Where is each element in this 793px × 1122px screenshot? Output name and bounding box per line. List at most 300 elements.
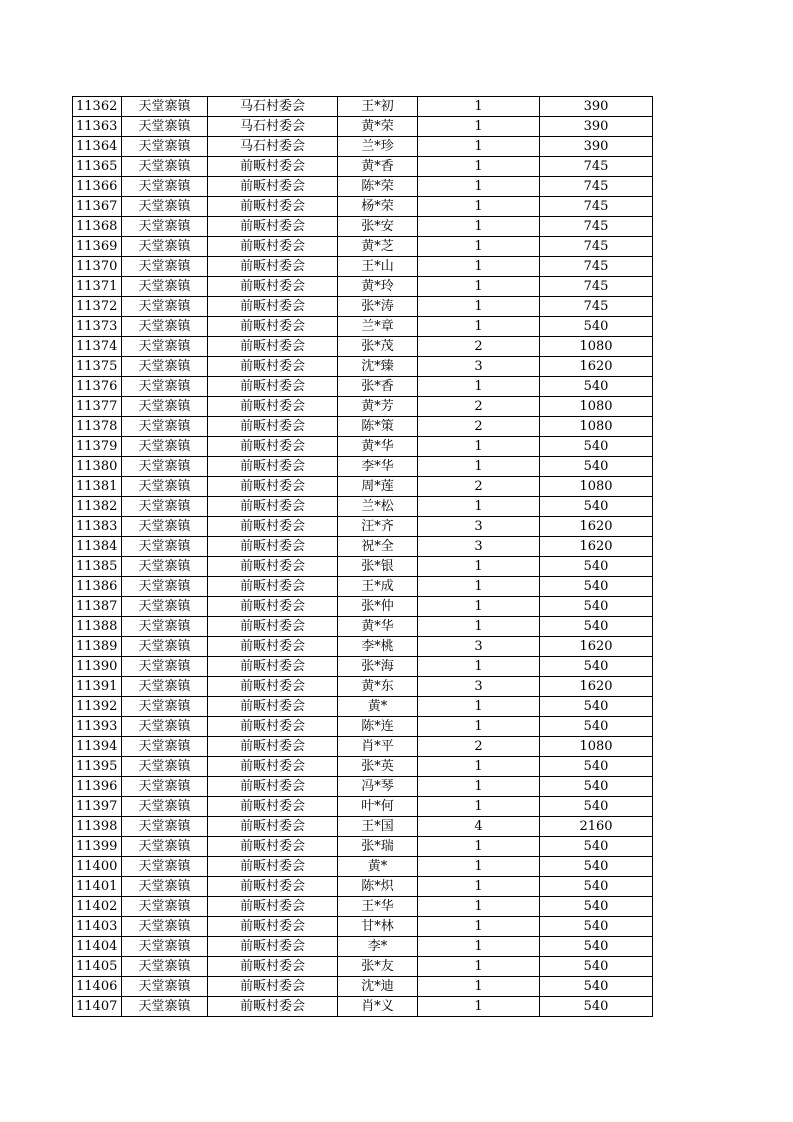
data-table bbox=[72, 96, 653, 1017]
village-committee-cell: 前畈村委会 bbox=[208, 757, 338, 777]
record-id-cell: 11399 bbox=[73, 837, 122, 857]
town-cell: 天堂寨镇 bbox=[122, 317, 208, 337]
record-id-cell: 11371 bbox=[73, 277, 122, 297]
record-id-cell: 11388 bbox=[73, 617, 122, 637]
amount-cell: 1620 bbox=[540, 357, 653, 377]
record-id-cell: 11372 bbox=[73, 297, 122, 317]
count-cell: 1 bbox=[418, 197, 540, 217]
town-cell: 天堂寨镇 bbox=[122, 717, 208, 737]
village-committee-cell: 前畈村委会 bbox=[208, 357, 338, 377]
town-cell: 天堂寨镇 bbox=[122, 497, 208, 517]
record-id-cell: 11406 bbox=[73, 977, 122, 997]
table-row bbox=[73, 377, 653, 397]
town-cell: 天堂寨镇 bbox=[122, 117, 208, 137]
name-cell: 黄*芳 bbox=[338, 397, 418, 417]
table-row bbox=[73, 237, 653, 257]
amount-cell: 540 bbox=[540, 577, 653, 597]
amount-cell: 1620 bbox=[540, 537, 653, 557]
count-cell: 1 bbox=[418, 837, 540, 857]
village-committee-cell: 前畈村委会 bbox=[208, 977, 338, 997]
village-committee-cell: 前畈村委会 bbox=[208, 517, 338, 537]
record-id-cell: 11389 bbox=[73, 637, 122, 657]
record-id-cell: 11362 bbox=[73, 97, 122, 117]
amount-cell: 390 bbox=[540, 137, 653, 157]
table-row bbox=[73, 117, 653, 137]
town-cell: 天堂寨镇 bbox=[122, 577, 208, 597]
town-cell: 天堂寨镇 bbox=[122, 137, 208, 157]
table-row bbox=[73, 877, 653, 897]
name-cell: 叶*何 bbox=[338, 797, 418, 817]
record-id-cell: 11382 bbox=[73, 497, 122, 517]
record-id-cell: 11370 bbox=[73, 257, 122, 277]
count-cell: 1 bbox=[418, 137, 540, 157]
town-cell: 天堂寨镇 bbox=[122, 237, 208, 257]
village-committee-cell: 马石村委会 bbox=[208, 117, 338, 137]
record-id-cell: 11402 bbox=[73, 897, 122, 917]
name-cell: 张*茂 bbox=[338, 337, 418, 357]
count-cell: 3 bbox=[418, 357, 540, 377]
count-cell: 1 bbox=[418, 177, 540, 197]
amount-cell: 540 bbox=[540, 457, 653, 477]
name-cell: 肖*义 bbox=[338, 997, 418, 1017]
town-cell: 天堂寨镇 bbox=[122, 277, 208, 297]
amount-cell: 745 bbox=[540, 217, 653, 237]
table-row bbox=[73, 897, 653, 917]
table-row bbox=[73, 257, 653, 277]
town-cell: 天堂寨镇 bbox=[122, 397, 208, 417]
village-committee-cell: 马石村委会 bbox=[208, 137, 338, 157]
village-committee-cell: 前畈村委会 bbox=[208, 997, 338, 1017]
amount-cell: 540 bbox=[540, 557, 653, 577]
village-committee-cell: 前畈村委会 bbox=[208, 557, 338, 577]
count-cell: 3 bbox=[418, 637, 540, 657]
amount-cell: 1080 bbox=[540, 417, 653, 437]
record-id-cell: 11380 bbox=[73, 457, 122, 477]
amount-cell: 745 bbox=[540, 197, 653, 217]
village-committee-cell: 前畈村委会 bbox=[208, 437, 338, 457]
town-cell: 天堂寨镇 bbox=[122, 637, 208, 657]
amount-cell: 745 bbox=[540, 277, 653, 297]
village-committee-cell: 前畈村委会 bbox=[208, 677, 338, 697]
table-row bbox=[73, 557, 653, 577]
town-cell: 天堂寨镇 bbox=[122, 697, 208, 717]
village-committee-cell: 前畈村委会 bbox=[208, 597, 338, 617]
table-row bbox=[73, 477, 653, 497]
amount-cell: 540 bbox=[540, 957, 653, 977]
count-cell: 1 bbox=[418, 557, 540, 577]
village-committee-cell: 前畈村委会 bbox=[208, 537, 338, 557]
village-committee-cell: 前畈村委会 bbox=[208, 277, 338, 297]
record-id-cell: 11373 bbox=[73, 317, 122, 337]
record-id-cell: 11395 bbox=[73, 757, 122, 777]
amount-cell: 1620 bbox=[540, 637, 653, 657]
name-cell: 王*成 bbox=[338, 577, 418, 597]
table-row bbox=[73, 737, 653, 757]
count-cell: 1 bbox=[418, 317, 540, 337]
village-committee-cell: 前畈村委会 bbox=[208, 917, 338, 937]
village-committee-cell: 前畈村委会 bbox=[208, 957, 338, 977]
count-cell: 1 bbox=[418, 957, 540, 977]
amount-cell: 540 bbox=[540, 717, 653, 737]
name-cell: 兰*章 bbox=[338, 317, 418, 337]
table-row bbox=[73, 517, 653, 537]
amount-cell: 390 bbox=[540, 117, 653, 137]
table-row bbox=[73, 97, 653, 117]
town-cell: 天堂寨镇 bbox=[122, 97, 208, 117]
table-body bbox=[73, 97, 653, 1017]
name-cell: 黄*华 bbox=[338, 617, 418, 637]
name-cell: 王*初 bbox=[338, 97, 418, 117]
name-cell: 张*友 bbox=[338, 957, 418, 977]
amount-cell: 540 bbox=[540, 797, 653, 817]
record-id-cell: 11365 bbox=[73, 157, 122, 177]
name-cell: 王*国 bbox=[338, 817, 418, 837]
count-cell: 1 bbox=[418, 857, 540, 877]
table-row bbox=[73, 857, 653, 877]
count-cell: 1 bbox=[418, 617, 540, 637]
town-cell: 天堂寨镇 bbox=[122, 617, 208, 637]
name-cell: 张*安 bbox=[338, 217, 418, 237]
town-cell: 天堂寨镇 bbox=[122, 997, 208, 1017]
village-committee-cell: 前畈村委会 bbox=[208, 377, 338, 397]
amount-cell: 540 bbox=[540, 317, 653, 337]
count-cell: 1 bbox=[418, 697, 540, 717]
name-cell: 汪*齐 bbox=[338, 517, 418, 537]
town-cell: 天堂寨镇 bbox=[122, 477, 208, 497]
table-row bbox=[73, 997, 653, 1017]
record-id-cell: 11392 bbox=[73, 697, 122, 717]
amount-cell: 540 bbox=[540, 857, 653, 877]
table-row bbox=[73, 797, 653, 817]
record-id-cell: 11390 bbox=[73, 657, 122, 677]
amount-cell: 540 bbox=[540, 917, 653, 937]
amount-cell: 540 bbox=[540, 617, 653, 637]
record-id-cell: 11369 bbox=[73, 237, 122, 257]
count-cell: 1 bbox=[418, 217, 540, 237]
village-committee-cell: 前畈村委会 bbox=[208, 317, 338, 337]
name-cell: 张*英 bbox=[338, 757, 418, 777]
table-row bbox=[73, 837, 653, 857]
table-row bbox=[73, 397, 653, 417]
amount-cell: 540 bbox=[540, 777, 653, 797]
record-id-cell: 11405 bbox=[73, 957, 122, 977]
count-cell: 1 bbox=[418, 377, 540, 397]
record-id-cell: 11381 bbox=[73, 477, 122, 497]
record-id-cell: 11383 bbox=[73, 517, 122, 537]
town-cell: 天堂寨镇 bbox=[122, 377, 208, 397]
record-id-cell: 11401 bbox=[73, 877, 122, 897]
count-cell: 1 bbox=[418, 877, 540, 897]
amount-cell: 745 bbox=[540, 237, 653, 257]
count-cell: 1 bbox=[418, 457, 540, 477]
amount-cell: 540 bbox=[540, 497, 653, 517]
count-cell: 1 bbox=[418, 277, 540, 297]
table-row bbox=[73, 637, 653, 657]
town-cell: 天堂寨镇 bbox=[122, 437, 208, 457]
record-id-cell: 11368 bbox=[73, 217, 122, 237]
name-cell: 甘*林 bbox=[338, 917, 418, 937]
count-cell: 2 bbox=[418, 477, 540, 497]
name-cell: 陈*炽 bbox=[338, 877, 418, 897]
record-id-cell: 11367 bbox=[73, 197, 122, 217]
table-row bbox=[73, 777, 653, 797]
name-cell: 陈*策 bbox=[338, 417, 418, 437]
amount-cell: 540 bbox=[540, 377, 653, 397]
name-cell: 张*涛 bbox=[338, 297, 418, 317]
table-row bbox=[73, 597, 653, 617]
name-cell: 肖*平 bbox=[338, 737, 418, 757]
name-cell: 王*华 bbox=[338, 897, 418, 917]
name-cell: 黄* bbox=[338, 857, 418, 877]
record-id-cell: 11391 bbox=[73, 677, 122, 697]
record-id-cell: 11375 bbox=[73, 357, 122, 377]
name-cell: 张*仲 bbox=[338, 597, 418, 617]
count-cell: 1 bbox=[418, 937, 540, 957]
village-committee-cell: 前畈村委会 bbox=[208, 257, 338, 277]
amount-cell: 540 bbox=[540, 597, 653, 617]
village-committee-cell: 前畈村委会 bbox=[208, 237, 338, 257]
amount-cell: 1080 bbox=[540, 477, 653, 497]
town-cell: 天堂寨镇 bbox=[122, 197, 208, 217]
record-id-cell: 11385 bbox=[73, 557, 122, 577]
town-cell: 天堂寨镇 bbox=[122, 157, 208, 177]
table-row bbox=[73, 617, 653, 637]
count-cell: 1 bbox=[418, 97, 540, 117]
village-committee-cell: 前畈村委会 bbox=[208, 697, 338, 717]
town-cell: 天堂寨镇 bbox=[122, 957, 208, 977]
town-cell: 天堂寨镇 bbox=[122, 257, 208, 277]
count-cell: 2 bbox=[418, 397, 540, 417]
name-cell: 祝*全 bbox=[338, 537, 418, 557]
name-cell: 黄*香 bbox=[338, 157, 418, 177]
count-cell: 1 bbox=[418, 917, 540, 937]
amount-cell: 540 bbox=[540, 977, 653, 997]
village-committee-cell: 前畈村委会 bbox=[208, 817, 338, 837]
table-row bbox=[73, 937, 653, 957]
count-cell: 1 bbox=[418, 237, 540, 257]
town-cell: 天堂寨镇 bbox=[122, 677, 208, 697]
amount-cell: 745 bbox=[540, 257, 653, 277]
record-id-cell: 11386 bbox=[73, 577, 122, 597]
table-row bbox=[73, 917, 653, 937]
table-row bbox=[73, 757, 653, 777]
village-committee-cell: 前畈村委会 bbox=[208, 177, 338, 197]
table-row bbox=[73, 677, 653, 697]
village-committee-cell: 前畈村委会 bbox=[208, 857, 338, 877]
table-row bbox=[73, 697, 653, 717]
amount-cell: 745 bbox=[540, 157, 653, 177]
amount-cell: 1080 bbox=[540, 397, 653, 417]
town-cell: 天堂寨镇 bbox=[122, 737, 208, 757]
count-cell: 1 bbox=[418, 897, 540, 917]
amount-cell: 2160 bbox=[540, 817, 653, 837]
name-cell: 张*香 bbox=[338, 377, 418, 397]
name-cell: 黄*华 bbox=[338, 437, 418, 457]
count-cell: 4 bbox=[418, 817, 540, 837]
town-cell: 天堂寨镇 bbox=[122, 417, 208, 437]
town-cell: 天堂寨镇 bbox=[122, 457, 208, 477]
amount-cell: 540 bbox=[540, 837, 653, 857]
village-committee-cell: 马石村委会 bbox=[208, 97, 338, 117]
town-cell: 天堂寨镇 bbox=[122, 877, 208, 897]
record-id-cell: 11398 bbox=[73, 817, 122, 837]
name-cell: 黄*荣 bbox=[338, 117, 418, 137]
town-cell: 天堂寨镇 bbox=[122, 777, 208, 797]
village-committee-cell: 前畈村委会 bbox=[208, 217, 338, 237]
table-row bbox=[73, 497, 653, 517]
table-row bbox=[73, 137, 653, 157]
name-cell: 李*华 bbox=[338, 457, 418, 477]
town-cell: 天堂寨镇 bbox=[122, 897, 208, 917]
table-row bbox=[73, 197, 653, 217]
name-cell: 黄* bbox=[338, 697, 418, 717]
town-cell: 天堂寨镇 bbox=[122, 517, 208, 537]
village-committee-cell: 前畈村委会 bbox=[208, 417, 338, 437]
town-cell: 天堂寨镇 bbox=[122, 657, 208, 677]
amount-cell: 540 bbox=[540, 437, 653, 457]
name-cell: 冯*琴 bbox=[338, 777, 418, 797]
record-id-cell: 11400 bbox=[73, 857, 122, 877]
name-cell: 张*海 bbox=[338, 657, 418, 677]
count-cell: 1 bbox=[418, 257, 540, 277]
village-committee-cell: 前畈村委会 bbox=[208, 937, 338, 957]
count-cell: 1 bbox=[418, 157, 540, 177]
record-id-cell: 11387 bbox=[73, 597, 122, 617]
village-committee-cell: 前畈村委会 bbox=[208, 157, 338, 177]
record-id-cell: 11404 bbox=[73, 937, 122, 957]
count-cell: 3 bbox=[418, 537, 540, 557]
name-cell: 杨*荣 bbox=[338, 197, 418, 217]
name-cell: 李*桃 bbox=[338, 637, 418, 657]
village-committee-cell: 前畈村委会 bbox=[208, 837, 338, 857]
village-committee-cell: 前畈村委会 bbox=[208, 297, 338, 317]
table-row bbox=[73, 657, 653, 677]
amount-cell: 540 bbox=[540, 997, 653, 1017]
count-cell: 1 bbox=[418, 757, 540, 777]
record-id-cell: 11363 bbox=[73, 117, 122, 137]
town-cell: 天堂寨镇 bbox=[122, 917, 208, 937]
name-cell: 陈*荣 bbox=[338, 177, 418, 197]
amount-cell: 745 bbox=[540, 177, 653, 197]
amount-cell: 1080 bbox=[540, 337, 653, 357]
name-cell: 沈*臻 bbox=[338, 357, 418, 377]
record-id-cell: 11376 bbox=[73, 377, 122, 397]
town-cell: 天堂寨镇 bbox=[122, 537, 208, 557]
village-committee-cell: 前畈村委会 bbox=[208, 497, 338, 517]
count-cell: 1 bbox=[418, 657, 540, 677]
name-cell: 周*莲 bbox=[338, 477, 418, 497]
table-row bbox=[73, 317, 653, 337]
table-row bbox=[73, 297, 653, 317]
record-id-cell: 11377 bbox=[73, 397, 122, 417]
amount-cell: 540 bbox=[540, 897, 653, 917]
count-cell: 1 bbox=[418, 297, 540, 317]
name-cell: 陈*连 bbox=[338, 717, 418, 737]
count-cell: 1 bbox=[418, 977, 540, 997]
amount-cell: 540 bbox=[540, 657, 653, 677]
town-cell: 天堂寨镇 bbox=[122, 837, 208, 857]
record-id-cell: 11379 bbox=[73, 437, 122, 457]
table-row bbox=[73, 817, 653, 837]
table-row bbox=[73, 957, 653, 977]
record-id-cell: 11378 bbox=[73, 417, 122, 437]
count-cell: 1 bbox=[418, 577, 540, 597]
count-cell: 1 bbox=[418, 777, 540, 797]
table-row bbox=[73, 577, 653, 597]
amount-cell: 540 bbox=[540, 937, 653, 957]
record-id-cell: 11374 bbox=[73, 337, 122, 357]
count-cell: 1 bbox=[418, 497, 540, 517]
record-id-cell: 11366 bbox=[73, 177, 122, 197]
table-row bbox=[73, 337, 653, 357]
town-cell: 天堂寨镇 bbox=[122, 597, 208, 617]
table-row bbox=[73, 277, 653, 297]
count-cell: 2 bbox=[418, 737, 540, 757]
table-row bbox=[73, 977, 653, 997]
town-cell: 天堂寨镇 bbox=[122, 337, 208, 357]
count-cell: 1 bbox=[418, 437, 540, 457]
name-cell: 黄*东 bbox=[338, 677, 418, 697]
record-id-cell: 11364 bbox=[73, 137, 122, 157]
count-cell: 1 bbox=[418, 797, 540, 817]
town-cell: 天堂寨镇 bbox=[122, 977, 208, 997]
table-row bbox=[73, 437, 653, 457]
amount-cell: 540 bbox=[540, 877, 653, 897]
village-committee-cell: 前畈村委会 bbox=[208, 577, 338, 597]
name-cell: 张*银 bbox=[338, 557, 418, 577]
amount-cell: 745 bbox=[540, 297, 653, 317]
name-cell: 沈*迪 bbox=[338, 977, 418, 997]
town-cell: 天堂寨镇 bbox=[122, 937, 208, 957]
town-cell: 天堂寨镇 bbox=[122, 757, 208, 777]
village-committee-cell: 前畈村委会 bbox=[208, 777, 338, 797]
table-row bbox=[73, 537, 653, 557]
table-row bbox=[73, 417, 653, 437]
count-cell: 3 bbox=[418, 677, 540, 697]
table-row bbox=[73, 357, 653, 377]
town-cell: 天堂寨镇 bbox=[122, 817, 208, 837]
table-row bbox=[73, 177, 653, 197]
name-cell: 黄*玲 bbox=[338, 277, 418, 297]
village-committee-cell: 前畈村委会 bbox=[208, 897, 338, 917]
town-cell: 天堂寨镇 bbox=[122, 797, 208, 817]
count-cell: 1 bbox=[418, 117, 540, 137]
village-committee-cell: 前畈村委会 bbox=[208, 737, 338, 757]
name-cell: 黄*芝 bbox=[338, 237, 418, 257]
amount-cell: 1080 bbox=[540, 737, 653, 757]
town-cell: 天堂寨镇 bbox=[122, 217, 208, 237]
town-cell: 天堂寨镇 bbox=[122, 357, 208, 377]
town-cell: 天堂寨镇 bbox=[122, 857, 208, 877]
record-id-cell: 11394 bbox=[73, 737, 122, 757]
count-cell: 2 bbox=[418, 417, 540, 437]
count-cell: 1 bbox=[418, 717, 540, 737]
amount-cell: 1620 bbox=[540, 517, 653, 537]
village-committee-cell: 前畈村委会 bbox=[208, 877, 338, 897]
record-id-cell: 11396 bbox=[73, 777, 122, 797]
village-committee-cell: 前畈村委会 bbox=[208, 397, 338, 417]
village-committee-cell: 前畈村委会 bbox=[208, 637, 338, 657]
name-cell: 王*山 bbox=[338, 257, 418, 277]
table-row bbox=[73, 157, 653, 177]
amount-cell: 1620 bbox=[540, 677, 653, 697]
village-committee-cell: 前畈村委会 bbox=[208, 617, 338, 637]
count-cell: 1 bbox=[418, 597, 540, 617]
name-cell: 张*瑞 bbox=[338, 837, 418, 857]
town-cell: 天堂寨镇 bbox=[122, 297, 208, 317]
record-id-cell: 11407 bbox=[73, 997, 122, 1017]
record-id-cell: 11397 bbox=[73, 797, 122, 817]
